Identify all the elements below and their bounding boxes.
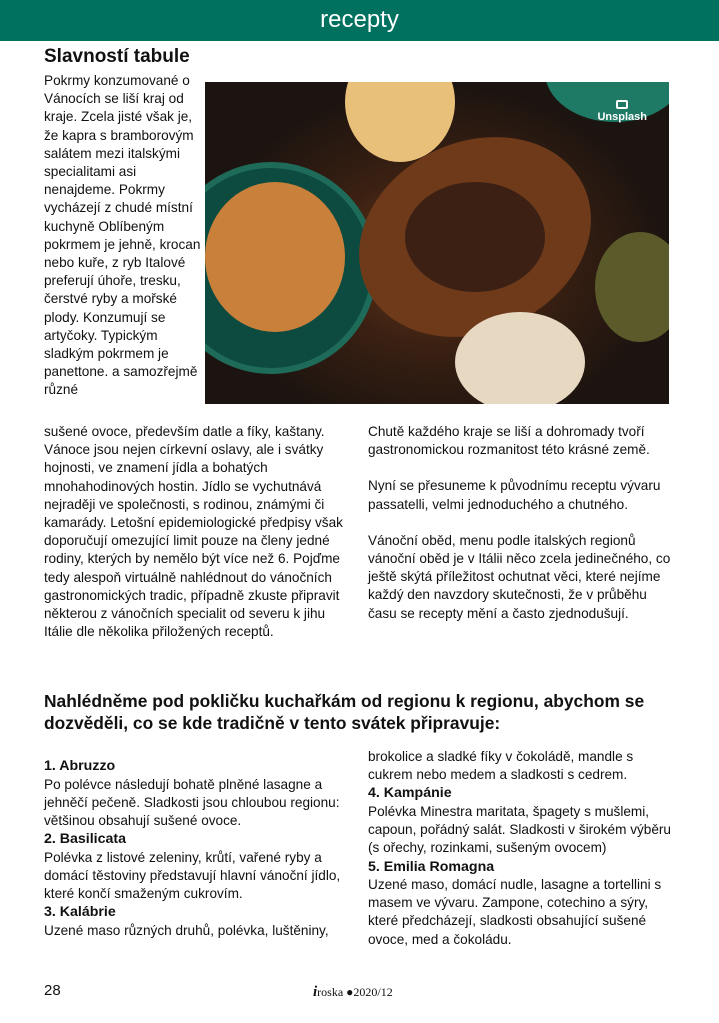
regions-right <box>368 748 678 949</box>
region-text: Polévka z listové zeleniny, krůtí, vařené ryby a domácí těstoviny představují hlavní vánoční jídlo, které končí smaženým cukrovím. <box>44 849 341 902</box>
paragraph: Chutě každého kraje se liší a dohromady tvoří gastronomickou rozmanitost této krásné země. <box>368 424 650 458</box>
region-text: Po polévce následují bohatě plněné lasagne a jehněčí pečeně. Sladkosti jsou chloubou regionu: většinou obsahují sušené ovoce. <box>44 776 340 828</box>
paragraph: Vánoční oběd, menu podle italských regionů vánoční oběd je v Itálii něco zcela jedinečného, co ještě skýtá příležitost ochutnat věci, které nejíme každý den navzdory skutečnosti, že v průběhu času se recepty mění a často zjednodušují. <box>368 532 671 621</box>
region-name: 3. Kalábrie <box>44 904 116 921</box>
magazine-name: roska <box>317 985 344 999</box>
region-name: 1. Abruzzo <box>44 758 116 774</box>
photo-credit-label: Unsplash <box>597 111 647 123</box>
region-text: Uzené maso různých druhů, polévka, luštěniny, <box>44 922 329 938</box>
region-name: 5. Emilia Romagna <box>368 858 495 875</box>
magazine-logo: i <box>313 984 318 1000</box>
region-text: Polévka Minestra maritata, špagety s mušlemi, capoun, pořádný salát. Sladkosti v širokém výběru (s ořechy, rozinkami, sušeným ovocem) <box>368 803 671 856</box>
separator-dot: ● <box>346 985 354 999</box>
region-text: Uzené maso, domácí nudle, lasagne a tortellini s masem ve vývaru. Zampone, cotechino a sýry, které předcházejí, sladkosti obsahující sušené ovoce, med a čokoládu. <box>368 877 662 947</box>
continuation-text: sušené ovoce, především datle a fíky, kaštany. Vánoce jsou nejen církevní oslavy, ale i svátky hojnosti, ve znamení jídla a bohatých mnohahodinových hostin. Jídlo se vychutnává nejraději ve společnosti, s rodinou, známými či kamarády. Letošní epidemiologické předpisy však doporučují omezující limit pouze na členy jedné rodiny, kterých by nemělo být více než 6. Pojďme tedy alespoň virtuálně nahlédnout do vánočních gastronomických tradic, případně zkuste připravit některou z vánočních specialit od severu k jihu Itálie dle několika přiložených receptů. <box>44 424 343 640</box>
intro-text: Pokrmy konzumované o Vánocích se liší kraj od kraje. Zcela jisté však je, že kapra s bramborovým salátem mezi italskými specialitami asi nenajdeme. Pokrmy vycházejí z chudé místní kuchyně Oblíbeným pokrmem je jehně, krocan nebo kuře, z ryb Italové preferují úhoře, tresku, čerstvé ryby a mořské plody. Konzumují se artyčoky. Typickým sladkým pokrmem je panettone. a samozřejmě různé <box>44 73 201 398</box>
right-column <box>368 423 678 641</box>
camera-icon <box>616 100 628 109</box>
food-photo <box>205 82 669 404</box>
region-name: 4. Kampánie <box>368 785 452 802</box>
issue-number: 2020/12 <box>353 985 393 999</box>
region-name: 2. Basilicata <box>44 831 127 848</box>
photo-credit <box>597 100 647 123</box>
region-text: brokolice a sladké fíky v čokoládě, mandle s cukrem nebo medem a sladkosti s cedrem. <box>368 749 634 783</box>
magazine-footer <box>313 984 393 1001</box>
paragraph: Nyní se přesuneme k původnímu receptu vývaru passatelli, velmi jednoduchého a chutného. <box>368 478 661 512</box>
section-header: recepty <box>0 0 719 41</box>
subheading: Nahlédněme pod pokličku kuchařkám od regionu k regionu, abychom se dozvěděli, co se kde tradičně v tento svátek připravuje: <box>44 691 645 733</box>
article-title: Slavností tabule <box>44 46 190 67</box>
page-number: 28 <box>44 982 61 999</box>
regions-left <box>44 757 349 940</box>
